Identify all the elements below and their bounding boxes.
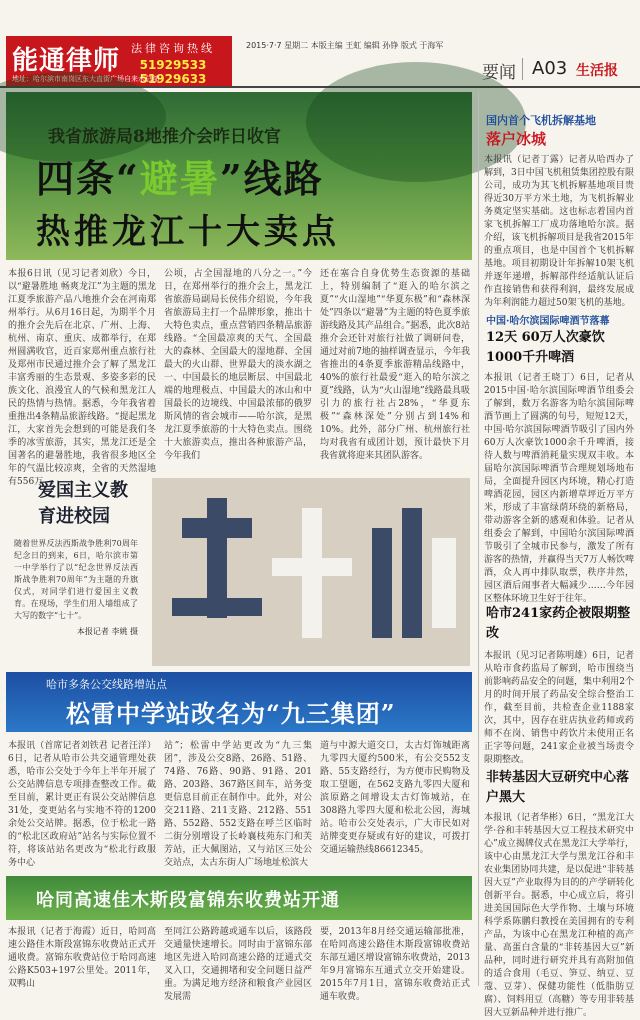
- expressway-headline: 哈同高速佳木斯段富锦东收费站开通: [36, 890, 340, 911]
- lead-col-3: 还在塞合自身优势生态资源的基础上，特别编制了“逛入的哈尔滨之夏”“火山湿地”“华夏东极”和“森林深处”四条以“避暑”为主题的特色夏季旅游线路及其产品组合。”据悉，此次8站推介会还针对旅行社做了调研问卷，通过对前7地的抽样调查显示，今年我省推出的4条夏季旅游精品线路中，40%的旅行社最爱“逛入的哈尔滨之夏”线路，认为“火山湿地”线路最具吸引力的旅行社占28%，“华夏东极”“森林深处”分别占到14%和10%。此外，部分广州、杭州旅行社均对我省有成团计划，预计最快下月我省就将迎来其团队游客。: [320, 269, 470, 461]
- bus-kicker: 哈市多条公交线路增站点: [46, 678, 167, 691]
- story2-body: 本报讯（记者王晓丁）6日，记者从2015中国·哈尔滨国际啤酒节组委会了解到，数万名游客为哈尔滨国际啤酒节画上了圆满的句号，短短12天，中国·哈尔滨国际啤酒节吸引了国内外60万人次豪饮1000余千升啤酒，接待人数与啤酒消耗量实现双丰收。本届哈尔滨国际啤酒节合理规划场地布局，全面提升园区内环境，精心打造啤酒花园，园区内新增草坪近万平方米，形成了丰富绿荫环绕的新格局，带动游客全新的感观和体验。记者从组委会了解到，中国哈尔滨国际啤酒节吸引了全城市民参与，激发了所有游客的热情，并赢得当天7万人畅饮啤酒，众人再中排队取票，秩序井然，园区酒后闹事者大幅减少……今年园区整体环境卫生好于往年。: [484, 373, 634, 604]
- headline-highlight: 避暑: [139, 156, 220, 201]
- student-formation: [172, 598, 262, 616]
- newspaper-brand: 生活报: [576, 63, 618, 79]
- expressway-col-3: 要，2013年8月经交通运输部批准，在哈同高速公路佳木斯段富锦收费站东部互通区增设富锦东收费站，2013年9月富锦东互通式立交开始建设。2015年7月1日，富锦东收费站正式通车收费。: [320, 927, 470, 1002]
- ad-title: 能通律师: [12, 46, 121, 76]
- bus-story-banner: [6, 672, 472, 732]
- lead-col-1: 本报6日讯（见习记者刘欣）今日，以“避暑胜地 畅爽龙江”为主题的黑龙江夏季旅游产品八地推介会在河南郑州举行。从6月16日起，为期半个月的推介会先后在北京、广州、上海、杭州、南京、重庆、成都举行，在郑州圆满收官，近百家郑州重点旅行社及郑州市民通过推介会了解了黑龙江丰富秀丽的生态景观、多姿多彩的民族文化、浪漫宜人的气候和黑龙江人民的热情与热情。据悉，今年我省着重推出4条精品旅游线路。“提起黑龙江，大家首先会想到的可能是我们冬季的冰雪旅游，其实，黑龙江还是全国著名的避暑胜地，我省很多地区全年的气温比较凉爽，全省的天然湿地有556万: [8, 269, 156, 487]
- story3-headline: 哈市241家药企被限期整改: [486, 606, 631, 641]
- story1-body: 本报讯（记者丁露）记者从哈西办了解到，3日中国飞机租赁集团控股有限公司，成功为其飞机拆解基地项目贵得近30万平方米土地，为飞机拆解业务奠定坚实基础。这也标志着国内首家飞机拆解工厂成功落地哈尔滨。据介绍，该飞机拆解项目是我省2015年的重点项目，也是中国首个飞机拆解基地。项目初期设计年拆解10架飞机并逐年递增，拆解部件经适航认证后作直接销售和获得利润，最终发展成为年利润能力超过50架飞机的基地。: [484, 155, 634, 308]
- story1-kicker: 国内首个飞机拆解基地: [486, 114, 596, 127]
- expressway-banner: [6, 876, 472, 920]
- photo-story: [8, 478, 144, 664]
- student-formation: [372, 528, 392, 638]
- story1-headline: 落户冰城: [486, 130, 547, 148]
- headline-part: ”线路: [219, 156, 324, 201]
- flag-ceremony-photo: [152, 478, 470, 666]
- ad-address: 地址：哈尔滨市南岗区东大直街广场自来水总部: [12, 75, 159, 83]
- story3-body: 本报讯（见习记者陈明雄）6日，记者从哈市食药监局了解到，哈市围绕当前影响药品安全的问题，集中利用2个月的时间开展了药品安全综合整治工作，截至目前，共检查企业1188家次，其中，因存在驻店执业药师或药师不在岗、销售中药饮片未使用正名正字等问题，241家企业被当场责令限期整改。: [484, 651, 634, 765]
- photo-byline: 本报记者 李姚 摄: [76, 627, 138, 636]
- story2-kicker: 中国·哈尔滨国际啤酒节落幕: [486, 316, 610, 327]
- headline-part: 四条“: [36, 156, 140, 201]
- photo-caption: 随着世界反法西斯战争胜利70周年纪念日的到来，6日，哈尔滨市第一中学举行了以“纪念世界反法西斯战争胜利70周年”为主题的升旗仪式，对同学们进行爱国主义教育。在现场，学生们用人墙组成了大写的数字“七十”。: [14, 539, 138, 620]
- section-name: 要闻: [482, 63, 516, 83]
- lead-subhead: 我省旅游局8地推介会昨日收官: [48, 127, 281, 147]
- divider: [522, 58, 523, 80]
- lead-headline: [36, 148, 324, 203]
- lead-hero: [6, 92, 472, 260]
- ad-slogan: 法律咨询热线: [131, 42, 215, 55]
- student-formation: [432, 538, 456, 628]
- story2-headline: 12天 60万人次豪饮1000千升啤酒: [486, 330, 605, 365]
- story4-body: 本报讯（记者华彬）6日，“黑龙江大学·谷和丰转基因大豆工程技术研究中心”成立揭牌仪式在黑龙江大学举行，该中心由黑龙江大学与黑龙江谷和丰农业集团协同共建，是以促进“非转基因大豆”产业取得为目的的产学研转化创新平台。据悉，中心成立后，将引进美国国际色大学作物、土壤与环境科学系陈鹏归教授在美国拥有的专利产品，为该中心在黑龙江种植的高产量、高蛋白含量的“非转基因大豆”新品种，同时进行研究并具有高附加值的适合食用（毛豆、笋豆、纳豆、豆蔻、豆芽）、保健功能性（低脂肪豆腐）、饲料用豆（高糖）等专用非转基因大豆新品种并进行推广。: [484, 813, 634, 1018]
- ad-phones: 51929533 51929633: [139, 58, 207, 86]
- expressway-col-2: 至同江公路跨越或通车以后，该路段交通量快速增长。同时由于富锦东部地区先进入哈同高速公路的迂通式交叉入口，交通拥堵和安全问题日益严重。为满足地方经济和粮食产业园区发展需: [164, 927, 312, 1002]
- lead-headline-line2: 热推龙江十大卖点: [36, 212, 340, 252]
- bus-headline: 松雷中学站改名为“九三集团”: [66, 699, 396, 728]
- bus-col-2: 站”；松雷中学站更改为“九三集团”，涉及公交8路、26路、51路、74路、76路、90路、91路、201路、203路、367路区间车，站务变更信息目前正在制作中。此外，对公交211路、211支路、212路、551路、552路、552支路在呼兰区临时二街分别增设了长岭襄枝苑东门和芙芳站，正大佩图站，又与站区三处公交站点，太古东街人广场地址松滨大: [164, 741, 312, 868]
- student-formation: [402, 508, 422, 638]
- column-divider: [478, 92, 479, 986]
- bus-col-3: 道与中源大道交口，太古灯饰城距离九零四大厦约500米，有公交552支路、55支路经行，为方便市民购物及取工望题，在562支路九零四大厦和滨原路之间增设太古灯饰城站，在308路九零四大厦和松北公园，海城站。哈市公交处表示，广大市民如对站牌变更存疑或有好的建议，可拨打交通运输热线86612345。: [320, 741, 470, 855]
- photo-headline: 爱国主义教育进校园: [38, 480, 128, 527]
- expressway-col-1: 本报讯（记者于海霞）近日，哈同高速公路佳木斯段富锦东收费站正式开通收费。富锦东收费站位于哈同高速公路K503+197公里处。2011年，双鸭山: [8, 927, 156, 989]
- page-number: A03: [532, 58, 568, 79]
- lead-col-2: 公顷，占全国湿地的八分之一。”今日，在郑州举行的推介会上，黑龙江省旅游局副局长侯伟介绍说，今年我省旅游局主打一个品牌形象，推出十大特色卖点，重点营销四条精品旅游线路。“全国最凉爽的天气、全国最大的森林、全国最大的湿地群、全国最大的火山群、世界最大的淡水湖之一、中国最长的地层断层、中国最北端的地理极点、中国最大的冰山和中国最长的边境线、中国最浓郁的俄罗斯风情的省会城市——哈尔滨，是黑龙江夏季旅游的十大特色卖点。围绕十大旅游卖点，推出各种旅游产品，今年我们: [164, 269, 312, 461]
- bus-col-1: 本报讯（首席记者刘铁君 记者汪洋）6日，记者从哈市公共交通管理处获悉，哈市公交处于今年上半年开展了公交站牌信息专项排查整改工作。截至目前，累计更正有误公交站牌信息31处，变更站名与实地不符的1200余处公交站牌。据悉，位于松北一路的“松北区政府站”站名与实际位置不符，将该站站名更改为“松北行政服务中心: [8, 741, 156, 868]
- student-formation: [272, 558, 352, 576]
- story4-headline: 非转基因大豆研究中心落户黑大: [486, 770, 630, 805]
- dateline: 2015·7·7 星期二 本版主编 王虹 编辑 孙铮 版式 于海军: [246, 41, 444, 50]
